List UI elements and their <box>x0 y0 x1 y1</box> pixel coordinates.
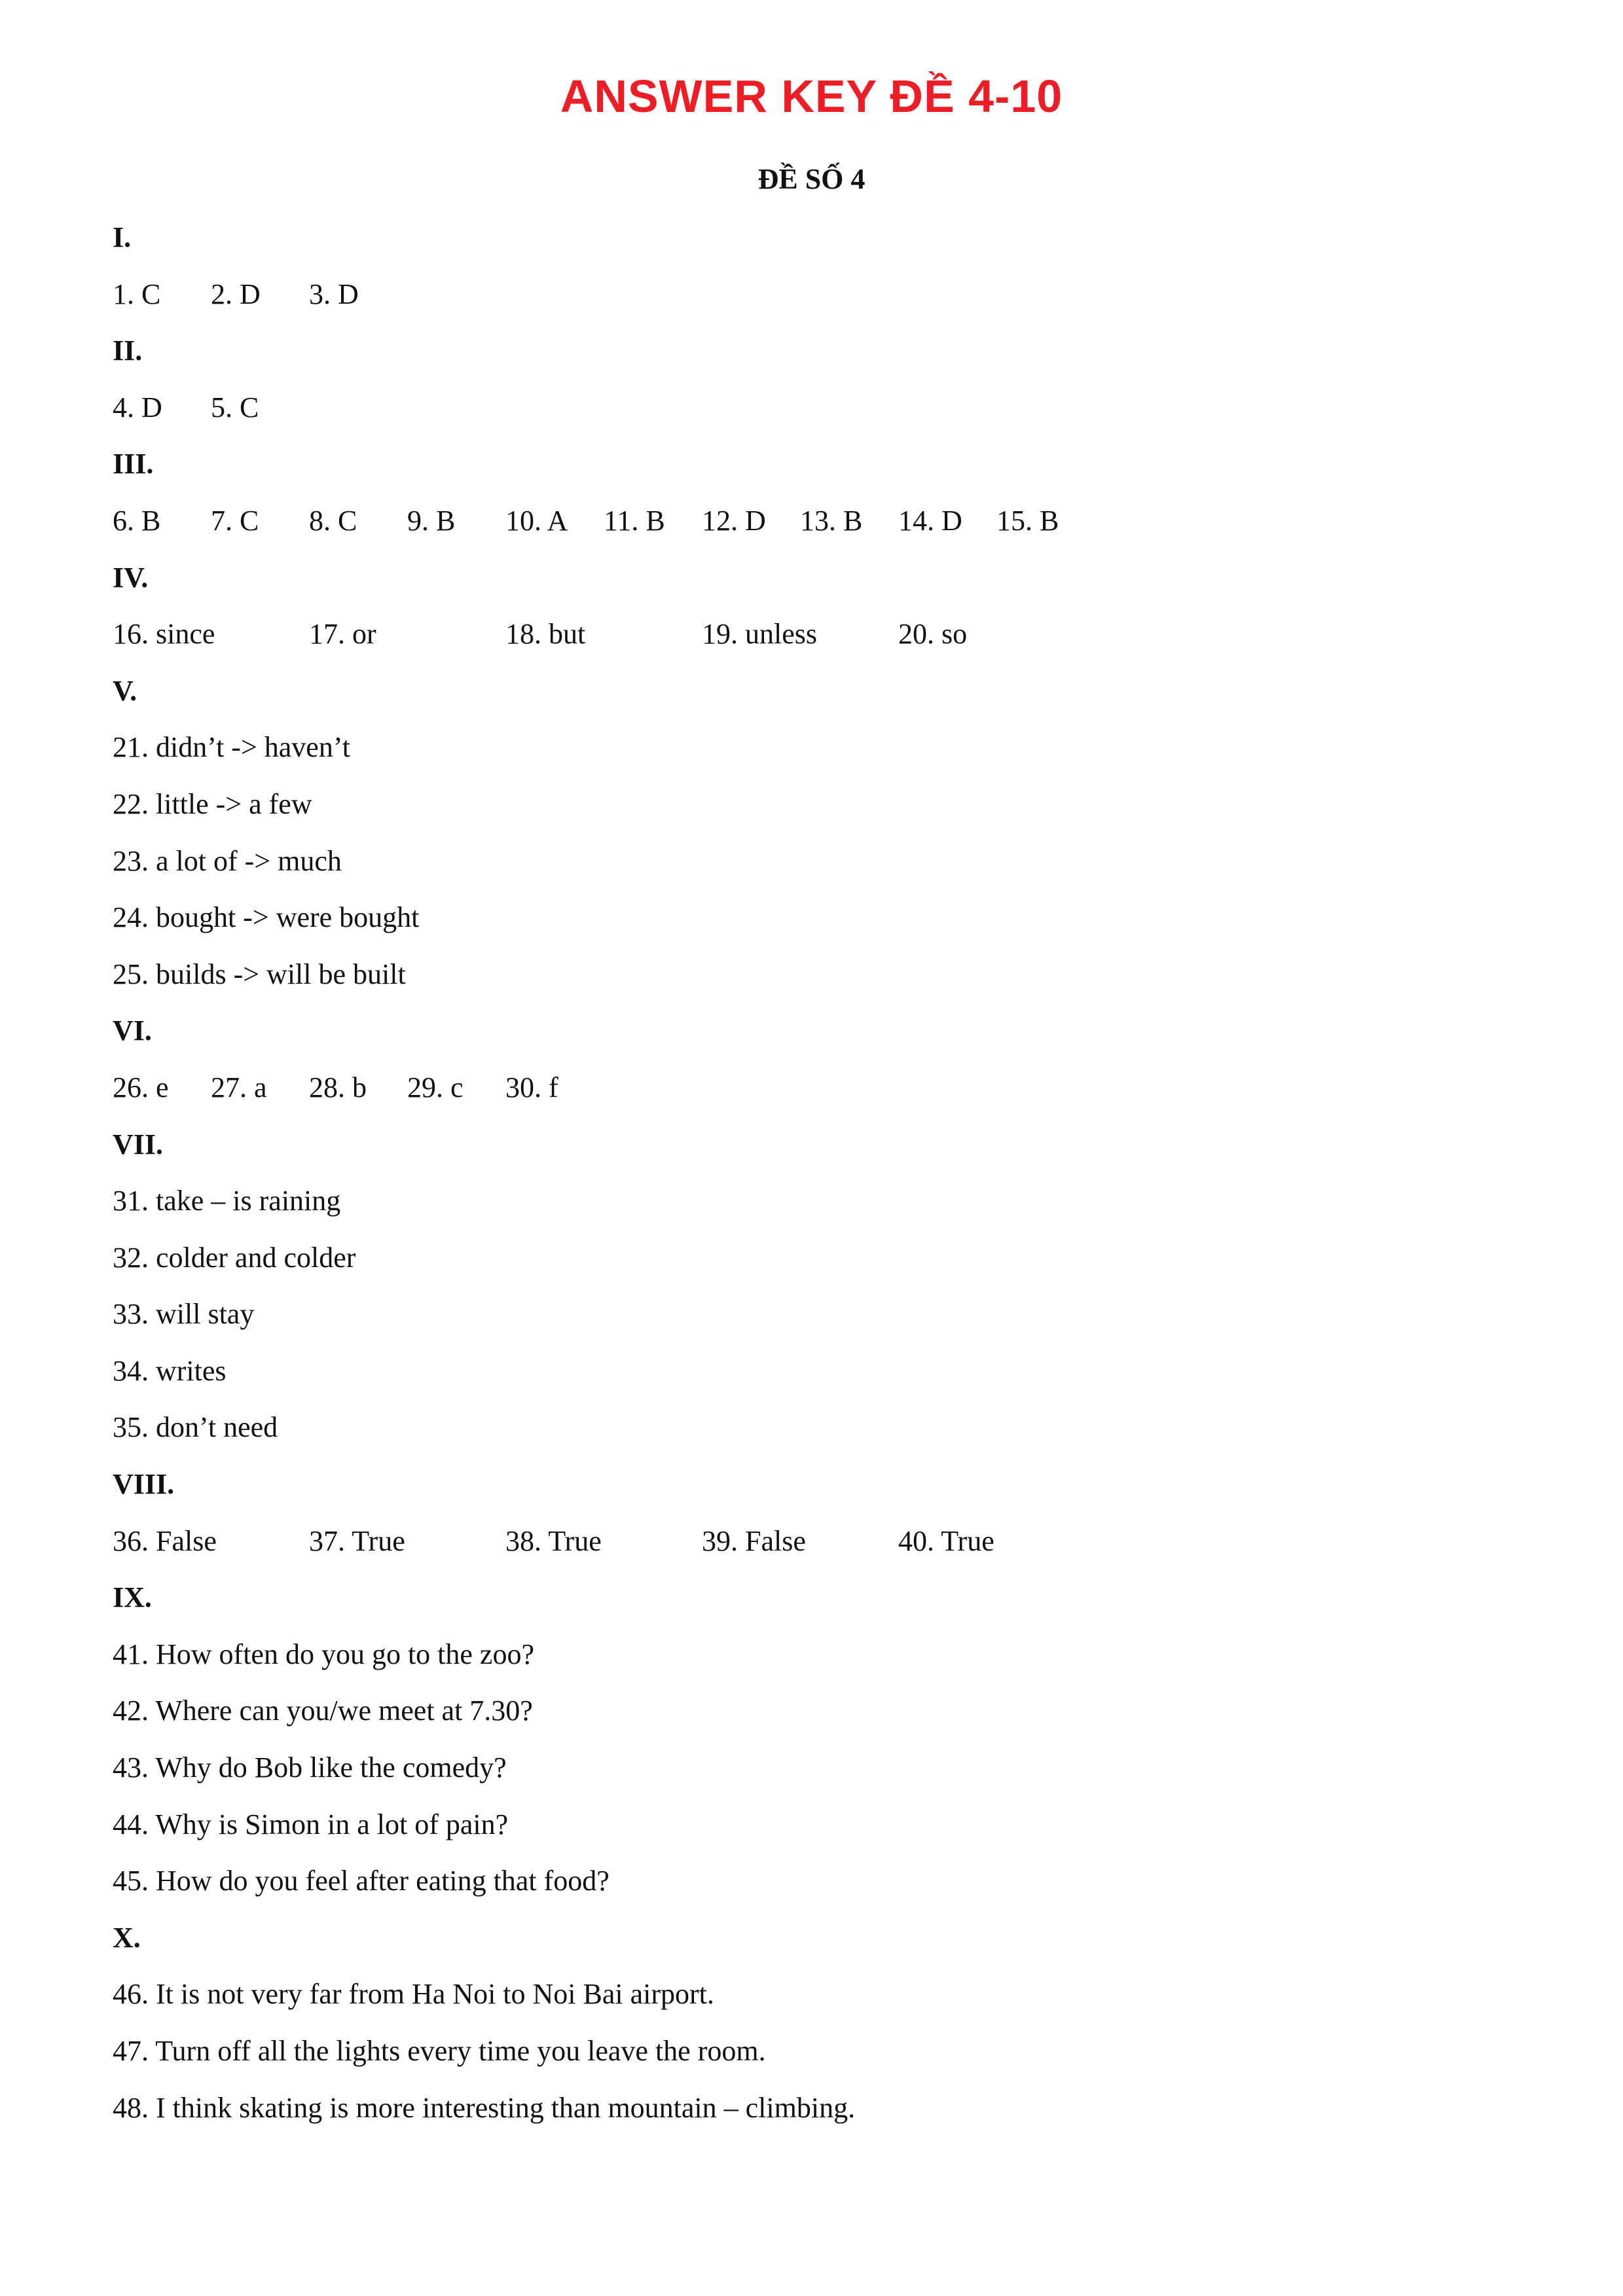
answer-line: 46. It is not very far from Ha Noi to Noi Bai airport. <box>113 1978 714 2011</box>
answer-line: 22. little -> a few <box>113 787 312 820</box>
section-heading-10: X. <box>113 1921 141 1954</box>
answer-item: 19. unless <box>702 618 817 651</box>
answer-row-3 <box>113 493 1520 550</box>
answer-row-2 <box>113 380 1520 437</box>
section-heading-4: IV. <box>113 561 149 594</box>
section-heading-2: II. <box>113 334 143 367</box>
answer-row-8 <box>113 1513 1520 1570</box>
answer-item: 14. D <box>898 504 962 537</box>
answer-item: 39. False <box>702 1524 806 1557</box>
answer-item: 5. C <box>211 391 259 423</box>
answer-line: 34. writes <box>113 1354 227 1387</box>
answer-line: 48. I think skating is more interesting than mountain – climbing. <box>113 2091 856 2124</box>
section-heading-9: IX. <box>113 1581 152 1614</box>
answer-item: 1. C <box>113 278 161 310</box>
answer-line: 25. builds -> will be built <box>113 958 406 990</box>
answer-item: 36. False <box>113 1524 217 1557</box>
section-heading-8: VIII. <box>113 1468 175 1501</box>
answer-line: 33. will stay <box>113 1298 255 1331</box>
answer-line: 35. don’t need <box>113 1411 278 1444</box>
answer-item: 38. True <box>505 1524 602 1557</box>
section-heading-3: III. <box>113 448 154 480</box>
answer-item: 29. c <box>407 1071 464 1103</box>
answer-line: 41. How often do you go to the zoo? <box>113 1638 534 1670</box>
answer-item: 18. but <box>505 618 586 651</box>
answer-item: 11. B <box>604 504 665 537</box>
answer-line: 31. take – is raining <box>113 1185 341 1217</box>
answer-item: 40. True <box>898 1524 994 1557</box>
section-heading-1: I. <box>113 221 132 253</box>
section-heading-6: VI. <box>113 1014 152 1047</box>
answer-item: 9. B <box>407 504 456 537</box>
answer-item: 13. B <box>800 504 863 537</box>
section-heading-5: V. <box>113 674 137 707</box>
answer-line: 42. Where can you/we meet at 7.30? <box>113 1695 533 1727</box>
answer-item: 10. A <box>505 504 568 537</box>
answer-line: 23. a lot of -> much <box>113 844 342 877</box>
answer-content <box>113 209 1520 2136</box>
answer-item: 8. C <box>309 504 357 537</box>
exam-subtitle: ĐỀ SỐ 4 <box>757 163 866 195</box>
page-title: ANSWER KEY ĐỀ 4-10 <box>560 71 1063 122</box>
answer-item: 3. D <box>309 278 359 310</box>
answer-item: 16. since <box>113 618 215 651</box>
answer-item: 4. D <box>113 391 162 423</box>
answer-line: 47. Turn off all the lights every time you leave the room. <box>113 2035 766 2067</box>
answer-line: 32. colder and colder <box>113 1241 356 1274</box>
section-heading-7: VII. <box>113 1128 164 1160</box>
answer-item: 20. so <box>898 618 968 651</box>
answer-item: 30. f <box>505 1071 558 1103</box>
answer-line: 24. bought -> were bought <box>113 901 420 934</box>
answer-item: 27. a <box>211 1071 267 1103</box>
answer-item: 37. True <box>309 1524 405 1557</box>
answer-row-6 <box>113 1060 1520 1117</box>
answer-item: 6. B <box>113 504 161 537</box>
answer-item: 7. C <box>211 504 259 537</box>
answer-line: 21. didn’t -> haven’t <box>113 731 350 764</box>
answer-item: 2. D <box>211 278 261 310</box>
answer-item: 15. B <box>996 504 1059 537</box>
answer-item: 17. or <box>309 618 376 651</box>
answer-row-1 <box>113 266 1520 323</box>
answer-line: 44. Why is Simon in a lot of pain? <box>113 1808 509 1840</box>
answer-row-4 <box>113 606 1520 663</box>
answer-item: 12. D <box>702 504 766 537</box>
answer-item: 26. e <box>113 1071 169 1103</box>
answer-line: 43. Why do Bob like the comedy? <box>113 1751 507 1784</box>
answer-line: 45. How do you feel after eating that food? <box>113 1865 610 1897</box>
answer-item: 28. b <box>309 1071 367 1103</box>
